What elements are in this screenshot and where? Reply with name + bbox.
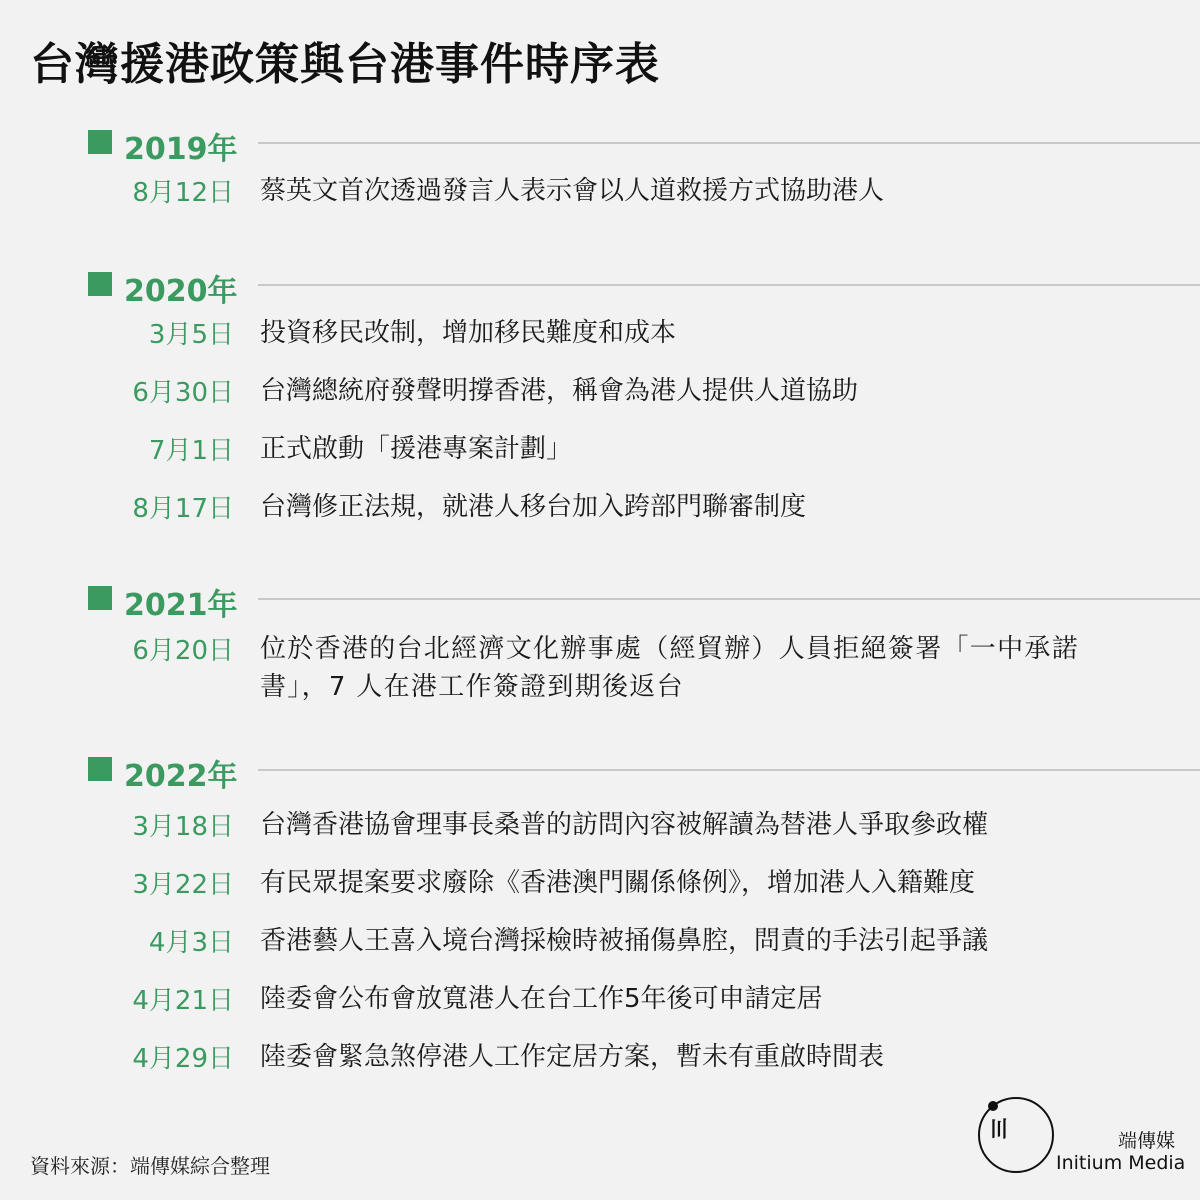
year-label: 2022年 [124,759,238,794]
year-label: 2020年 [124,274,238,309]
event-date: 4月29日 [132,1044,234,1074]
event-text: 台灣總統府發聲明撐香港，稱會為港人提供人道協助 [260,376,859,406]
brand-name-cn: 端傳媒 [1118,1130,1176,1152]
divider [258,769,1200,771]
page-title: 台灣援港政策與台港事件時序表 [30,39,660,90]
divider [258,142,1200,144]
event-date: 8月12日 [132,178,234,208]
year-heading-2020 [88,270,1200,309]
year-heading-2019 [88,128,1200,167]
event-text: 位於香港的台北經濟文化辦事處（經貿辦）人員拒絕簽署「一中承諾書」，7 人在港工作簽證到期後返台 [260,634,1080,702]
event-date: 3月5日 [148,320,234,350]
event-text: 蔡英文首次透過發言人表示會以人道救援方式協助港人 [260,176,885,206]
event-text: 有民眾提案要求廢除《香港澳門關係條例》，增加港人入籍難度 [260,868,976,898]
event-text: 陸委會公布會放寬港人在台工作5年後可申請定居 [260,984,823,1014]
divider [258,598,1200,600]
logo-mark: 〣 [988,1118,1009,1143]
event-date: 6月30日 [132,378,234,408]
logo-dot [988,1101,998,1111]
year-heading-2022 [88,755,1200,794]
event-text: 陸委會緊急煞停港人工作定居方案，暫未有重啟時間表 [260,1042,885,1072]
divider [258,284,1200,286]
event-date: 7月1日 [148,436,234,466]
event-date: 4月21日 [132,986,234,1016]
event-date: 4月3日 [148,928,234,958]
event-text: 投資移民改制，增加移民難度和成本 [260,318,677,348]
year-marker [88,586,112,610]
event-date: 3月18日 [132,812,234,842]
year-marker [88,272,112,296]
brand-name-en: Initium Media [1056,1152,1186,1174]
year-label: 2021年 [124,588,238,623]
event-date: 3月22日 [132,870,234,900]
event-date: 6月20日 [132,636,234,666]
event-date: 8月17日 [132,494,234,524]
source-note: 資料來源：端傳媒綜合整理 [30,1154,270,1178]
event-text: 台灣香港協會理事長桑普的訪問內容被解讀為替港人爭取參政權 [260,810,989,840]
year-marker [88,757,112,781]
initium-logo-icon [978,1097,1054,1173]
year-marker [88,130,112,154]
year-heading-2021 [88,584,1200,623]
event-text: 正式啟動「援港專案計劃」 [260,434,573,464]
year-label: 2019年 [124,132,238,167]
event-text: 台灣修正法規，就港人移台加入跨部門聯審制度 [260,492,807,522]
event-text: 香港藝人王喜入境台灣採檢時被捅傷鼻腔，問責的手法引起爭議 [260,926,989,956]
